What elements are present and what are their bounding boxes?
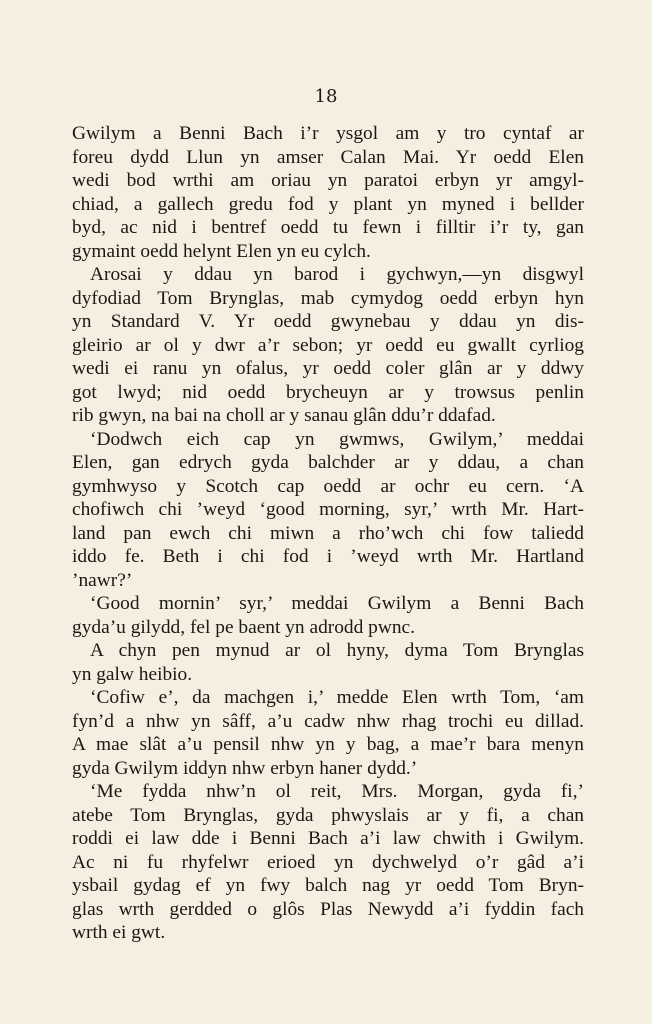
page-number: 18 — [314, 86, 338, 107]
text-line: wrth ei gwt. — [72, 922, 166, 943]
text-line: wedi ei ranu yn ofalus, yr oedd coler glân ar y ddwy — [72, 358, 584, 379]
text-line: yn Standard V. Yr oedd gwynebau y ddau yn dis- — [72, 311, 584, 332]
text-line: ‘Me fydda nhw’n ol reit, Mrs. Morgan, gyda fi,’ — [90, 781, 584, 802]
text-line: gyda Gwilym iddyn nhw erbyn haner dydd.’ — [72, 757, 418, 779]
text-line: A mae slât a’u pensil nhw yn y bag, a mae’r bara menyn — [72, 734, 584, 755]
text-line: glas wrth gerdded o glôs Plas Newydd a’i fyddin fach — [72, 898, 584, 920]
body-text — [72, 122, 584, 945]
text-line: Arosai y ddau yn barod i gychwyn,—yn disgwyl — [90, 264, 584, 285]
text-line: roddi ei law dde i Benni Bach a’i law chwith i Gwilym. — [72, 828, 584, 849]
text-line: iddo fe. Beth i chi fod i ’weyd wrth Mr. Hartland — [72, 546, 584, 567]
text-line: rib gwyn, na bai na choll ar y sanau glân ddu’r ddafad. — [72, 405, 496, 426]
text-line: land pan ewch chi miwn a rho’wch chi fow taliedd — [72, 522, 584, 544]
text-line: ’nawr?’ — [72, 569, 133, 591]
text-line: got lwyd; nid oedd brycheuyn ar y trowsus penlin — [72, 381, 584, 403]
text-line: gyda’u gilydd, fel pe baent yn adrodd pwnc. — [72, 616, 416, 638]
text-line: ‘Cofiw e’, da machgen i,’ medde Elen wrth Tom, ‘am — [90, 687, 584, 708]
text-line: Gwilym a Benni Bach i’r ysgol am y tro cyntaf ar — [72, 123, 584, 144]
text-line: A chyn pen mynud ar ol hyny, dyma Tom Brynglas — [90, 640, 584, 661]
text-line: ysbail gydag ef yn fwy balch nag yr oedd Tom Bryn- — [72, 875, 584, 896]
text-line: gleirio ar ol y dwr a’r sebon; yr oedd eu gwallt cyrliog — [72, 334, 584, 356]
text-line: Ac ni fu rhyfelwr erioed yn dychwelyd o’r gâd a’i — [72, 851, 584, 873]
text-line: yn galw heibio. — [72, 663, 193, 685]
text-line: gymaint oedd helynt Elen yn eu cylch. — [72, 240, 371, 262]
text-line: atebe Tom Brynglas, gyda phwyslais ar y fi, a chan — [72, 804, 584, 826]
text-line: dyfodiad Tom Brynglas, mab cymydog oedd erbyn hyn — [72, 287, 584, 309]
text-line: Elen, gan edrych gyda balchder ar y ddau, a chan — [72, 452, 584, 473]
text-line: wedi bod wrthi am oriau yn paratoi erbyn yr amgyl- — [72, 170, 584, 191]
text-line: gymhwyso y Scotch cap oedd ar ochr eu cern. ‘A — [72, 475, 584, 497]
text-line: ‘Dodwch eich cap yn gwmws, Gwilym,’ meddai — [90, 428, 584, 450]
text-line: foreu dydd Llun yn amser Calan Mai. Yr oedd Elen — [72, 146, 584, 168]
text-line: chiad, a gallech gredu fod y plant yn myned i bellder — [72, 193, 584, 215]
text-line: fyn’d a nhw yn sâff, a’u cadw nhw rhag trochi eu dillad. — [72, 710, 584, 732]
text-line: ‘Good mornin’ syr,’ meddai Gwilym a Benni Bach — [90, 593, 584, 614]
text-line: byd, ac nid i bentref oedd tu fewn i filltir i’r ty, gan — [72, 217, 584, 238]
text-line: chofiwch chi ’weyd ‘good morning, syr,’ wrth Mr. Hart- — [72, 499, 584, 520]
